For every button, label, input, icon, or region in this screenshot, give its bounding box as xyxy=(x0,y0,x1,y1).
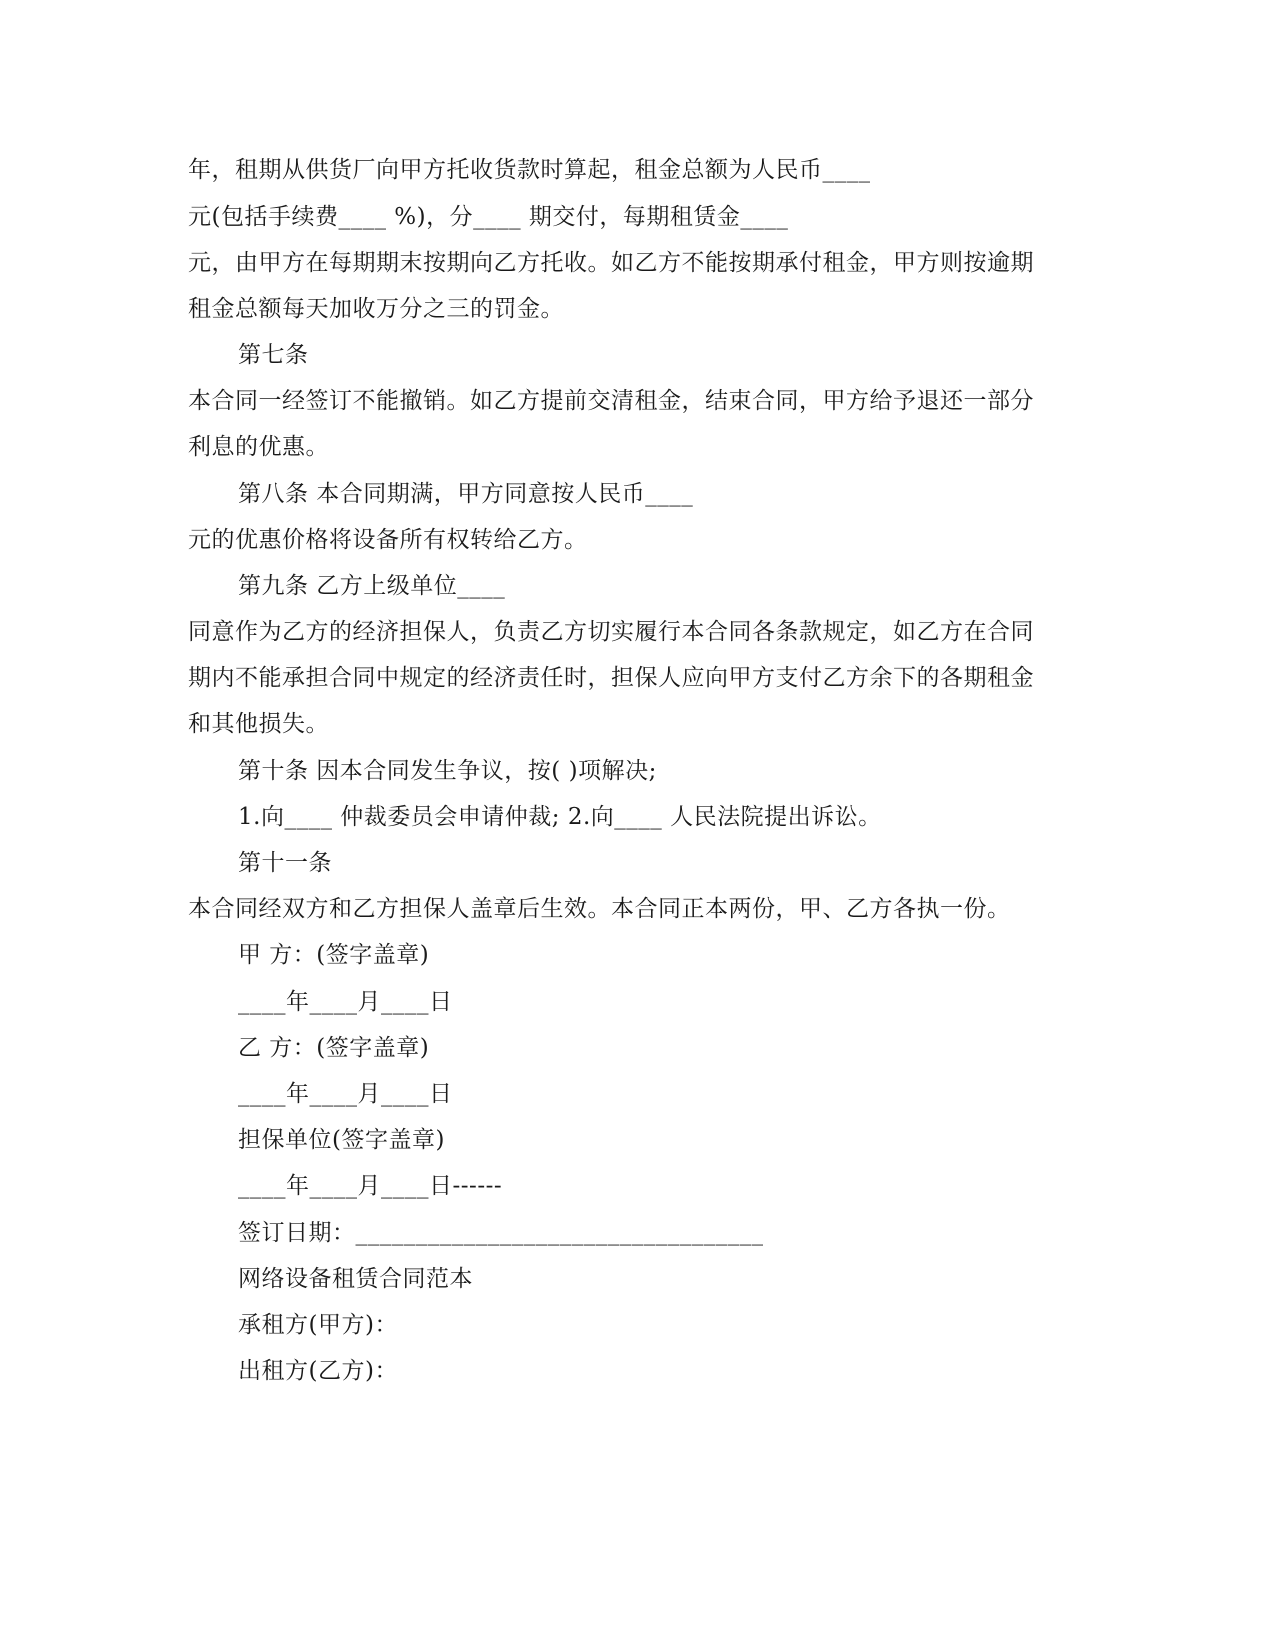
signature-party-a: 甲 方：(签字盖章) xyxy=(238,942,430,968)
text-line: 元，由甲方在每期期末按期向乙方托收。如乙方不能按期承付租金，甲方则按逾期 xyxy=(188,250,1034,276)
text-line: 利息的优惠。 xyxy=(188,434,329,460)
text-line: 租金总额每天加收万分之三的罚金。 xyxy=(188,296,564,322)
date-line: ____年____月____日 xyxy=(238,989,453,1015)
text-line: 元(包括手续费____ %)，分____ 期交付，每期租赁金____ xyxy=(188,204,789,230)
article-heading: 第八条 本合同期满，甲方同意按人民币____ xyxy=(238,481,694,507)
article-heading: 第九条 乙方上级单位____ xyxy=(238,573,506,599)
article-heading: 第七条 xyxy=(238,342,309,368)
signing-date-line: 签订日期：__________________________________ xyxy=(238,1220,764,1246)
text-line: 期内不能承担合同中规定的经济责任时，担保人应向甲方支付乙方余下的各期租金 xyxy=(188,665,1034,691)
lessor-line: 出租方(乙方)： xyxy=(238,1358,398,1384)
text-line: 年，租期从供货厂向甲方托收货款时算起，租金总额为人民币____ xyxy=(188,157,871,183)
text-line: 1.向____ 仲裁委员会申请仲裁; 2.向____ 人民法院提出诉讼。 xyxy=(238,804,882,830)
text-line: 本合同经双方和乙方担保人盖章后生效。本合同正本两份，甲、乙方各执一份。 xyxy=(188,896,1011,922)
document-title: 网络设备租赁合同范本 xyxy=(238,1266,473,1292)
date-line: ____年____月____日 xyxy=(238,1081,453,1107)
signature-guarantor: 担保单位(签字盖章) xyxy=(238,1127,445,1153)
text-line: 同意作为乙方的经济担保人，负责乙方切实履行本合同各条款规定，如乙方在合同 xyxy=(188,619,1034,645)
text-line: 本合同一经签订不能撤销。如乙方提前交清租金，结束合同，甲方给予退还一部分 xyxy=(188,388,1034,414)
article-heading: 第十条 因本合同发生争议，按( )项解决; xyxy=(238,758,657,784)
signature-party-b: 乙 方：(签字盖章) xyxy=(238,1035,430,1061)
text-line: 和其他损失。 xyxy=(188,711,329,737)
article-heading: 第十一条 xyxy=(238,850,332,876)
lessee-line: 承租方(甲方)： xyxy=(238,1312,398,1338)
text-line: 元的优惠价格将设备所有权转给乙方。 xyxy=(188,527,588,553)
date-line: ____年____月____日------ xyxy=(238,1173,503,1199)
